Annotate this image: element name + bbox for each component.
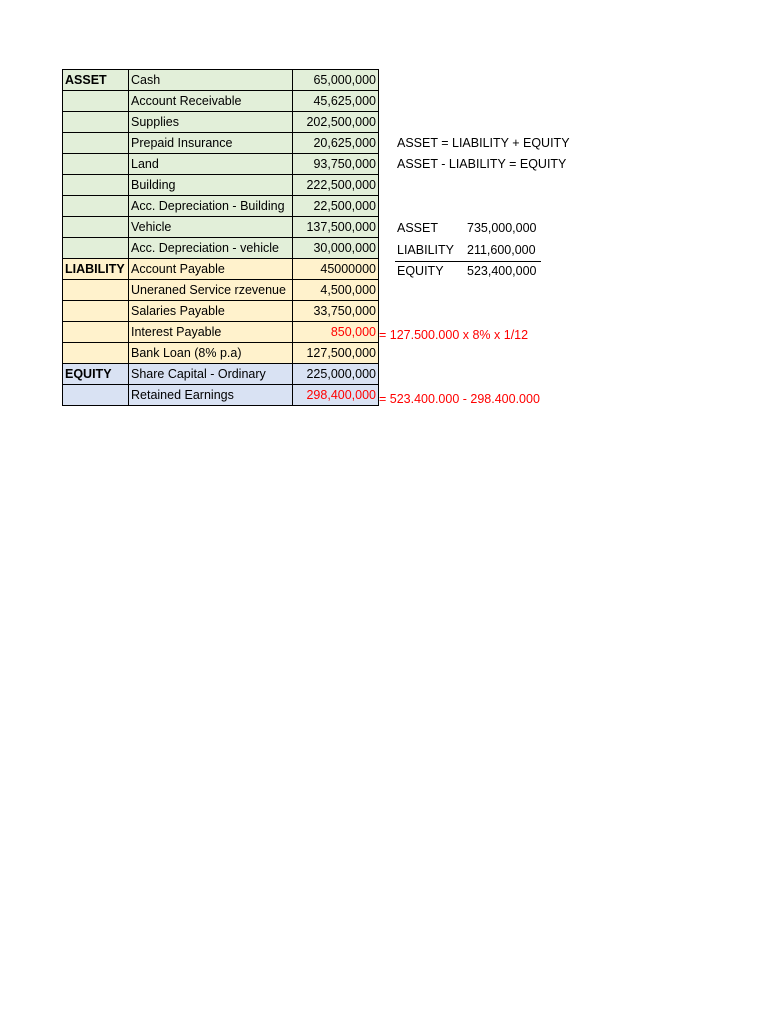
table-row (63, 91, 379, 112)
summary-equity-value: 523,400,000 (467, 264, 537, 278)
category-cell (63, 133, 129, 154)
category-cell: EQUITY (63, 364, 129, 385)
amount-cell: 225,000,000 (293, 364, 379, 385)
category-cell: ASSET (63, 70, 129, 91)
account-cell: Prepaid Insurance (129, 133, 293, 154)
table-row (63, 280, 379, 301)
amount-cell: 65,000,000 (293, 70, 379, 91)
amount-cell: 20,625,000 (293, 133, 379, 154)
account-cell: Land (129, 154, 293, 175)
category-cell (63, 238, 129, 259)
interest-calc-note: = 127.500.000 x 8% x 1/12 (379, 328, 529, 342)
account-cell: Acc. Depreciation - vehicle (129, 238, 293, 259)
table-row (63, 259, 379, 280)
amount-cell: 127,500,000 (293, 343, 379, 364)
amount-cell: 4,500,000 (293, 280, 379, 301)
category-cell (63, 154, 129, 175)
table-row (63, 217, 379, 238)
amount-cell: 30,000,000 (293, 238, 379, 259)
table-row (63, 175, 379, 196)
account-cell: Salaries Payable (129, 301, 293, 322)
amount-cell: 33,750,000 (293, 301, 379, 322)
category-cell (63, 280, 129, 301)
category-cell (63, 322, 129, 343)
category-cell (63, 217, 129, 238)
equation-2: ASSET - LIABILITY = EQUITY (397, 157, 567, 171)
amount-cell: 202,500,000 (293, 112, 379, 133)
balance-sheet-body (63, 70, 379, 406)
account-cell: Bank Loan (8% p.a) (129, 343, 293, 364)
category-cell (63, 112, 129, 133)
account-cell: Interest Payable (129, 322, 293, 343)
balance-sheet-table (62, 69, 379, 406)
category-cell (63, 196, 129, 217)
table-row (63, 364, 379, 385)
account-cell: Retained Earnings (129, 385, 293, 406)
table-row (63, 301, 379, 322)
retained-calc-note: = 523.400.000 - 298.400.000 (379, 392, 540, 406)
category-cell (63, 301, 129, 322)
amount-cell: 45000000 (293, 259, 379, 280)
summary-asset-label: ASSET (397, 221, 438, 235)
amount-cell: 222,500,000 (293, 175, 379, 196)
category-cell (63, 343, 129, 364)
table-row (63, 154, 379, 175)
summary-equity-label: EQUITY (397, 264, 444, 278)
table-row (63, 343, 379, 364)
category-cell (63, 385, 129, 406)
account-cell: Account Receivable (129, 91, 293, 112)
category-cell (63, 91, 129, 112)
amount-cell: 45,625,000 (293, 91, 379, 112)
account-cell: Vehicle (129, 217, 293, 238)
amount-cell: 137,500,000 (293, 217, 379, 238)
summary-asset-value: 735,000,000 (467, 221, 537, 235)
amount-cell: 298,400,000 (293, 385, 379, 406)
account-cell: Acc. Depreciation - Building (129, 196, 293, 217)
table-row (63, 196, 379, 217)
table-row (63, 238, 379, 259)
account-cell: Building (129, 175, 293, 196)
table-row (63, 133, 379, 154)
account-cell: Account Payable (129, 259, 293, 280)
amount-cell: 93,750,000 (293, 154, 379, 175)
amount-cell: 850,000 (293, 322, 379, 343)
account-cell: Share Capital - Ordinary (129, 364, 293, 385)
table-row (63, 385, 379, 406)
account-cell: Cash (129, 70, 293, 91)
equation-1: ASSET = LIABILITY + EQUITY (397, 136, 570, 150)
amount-cell: 22,500,000 (293, 196, 379, 217)
account-cell: Uneraned Service rzevenue (129, 280, 293, 301)
table-row (63, 322, 379, 343)
table-row (63, 70, 379, 91)
summary-liability-label: LIABILITY (397, 243, 454, 257)
account-cell: Supplies (129, 112, 293, 133)
category-cell: LIABILITY (63, 259, 129, 280)
summary-liability-value: 211,600,000 (467, 243, 536, 257)
table-row (63, 112, 379, 133)
category-cell (63, 175, 129, 196)
